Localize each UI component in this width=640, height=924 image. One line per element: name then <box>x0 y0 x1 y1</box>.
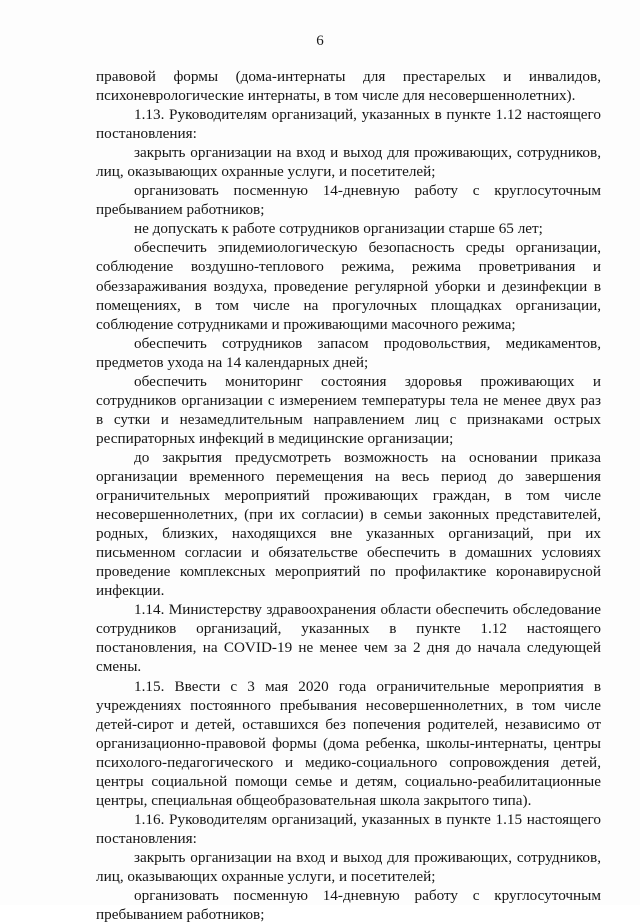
paragraph-temporary-relocation: до закрытия предусмотреть возможность на основании приказа организации временного перемещения на весь период до завершения ограничительных мероприятий проживающих граждан, в том числе несовершеннолетних, (при их согласии) в семьи законных представителей, родных, близких, находящихся вне указанных организаций, при их письменном согласии и обязательстве обеспечить в домашних условиях проведение комплексных мероприятий по профилактике коронавирусной инфекции. <box>96 448 601 600</box>
paragraph-close-entry-2: закрыть организации на вход и выход для проживающих, сотрудников, лиц, оказывающих охранные услуги, и посетителей; <box>96 848 601 885</box>
paragraph-epidemiological-safety: обеспечить эпидемиологическую безопасность среды организации, соблюдение воздушно-теплового режима, режима проветривания и обеззараживания воздуха, проведение регулярной уборки и дезинфекции в помещениях, в том числе на прогулочных площадках организации, соблюдение сотрудниками и проживающими масочного режима; <box>96 239 601 333</box>
page-number: 6 <box>316 33 324 49</box>
paragraph-close-entry: закрыть организации на вход и выход для проживающих, сотрудников, лиц, оказывающих охранные услуги, и посетителей; <box>96 144 601 181</box>
paragraph-1-15: 1.15. Ввести с 3 мая 2020 года ограничительные мероприятия в учреждениях постоянного пребывания несовершеннолетних, в том числе детей-сирот и детей, оставшихся без попечения родителей, независимо от организационно-правовой формы (дома ребенка, школы-интернаты, центры психолого-педагогического и медико-социального сопровождения детей, центры социальной помощи семье и детям, социально-реабилитационные центры, специальная общеобразовательная школа закрытого типа). <box>96 677 601 809</box>
paragraph-health-monitoring: обеспечить мониторинг состояния здоровья проживающих и сотрудников организации с измерением температуры тела не менее двух раз в сутки и незамедлительным направлением лиц с признаками острых респираторных инфекций в медицинские организации; <box>96 372 601 447</box>
paragraph-shift-work-2: организовать посменную 14-дневную работу с круглосуточным пребыванием работников; <box>96 887 601 924</box>
paragraph-continuation: правовой формы (дома-интернаты для престарелых и инвалидов, психоневрологические интернаты, в том числе для несовершеннолетних). <box>96 68 601 105</box>
paragraph-age-limit: не допускать к работе сотрудников организации старше 65 лет; <box>134 220 543 238</box>
paragraph-1-16: 1.16. Руководителям организаций, указанных в пункте 1.15 настоящего постановления: <box>96 810 601 847</box>
paragraph-shift-work: организовать посменную 14-дневную работу с круглосуточным пребыванием работников; <box>96 182 601 219</box>
paragraph-1-14: 1.14. Министерству здравоохранения области обеспечить обследование сотрудников организаций, указанных в пункте 1.12 настоящего постановления, на COVID-19 не менее чем за 2 дня до начала следующей смены. <box>96 601 601 676</box>
paragraph-supplies: обеспечить сотрудников запасом продовольствия, медикаментов, предметов ухода на 14 календарных дней; <box>96 334 601 371</box>
paragraph-1-13: 1.13. Руководителям организаций, указанных в пункте 1.12 настоящего постановления: <box>96 106 601 143</box>
document-body <box>96 67 601 924</box>
